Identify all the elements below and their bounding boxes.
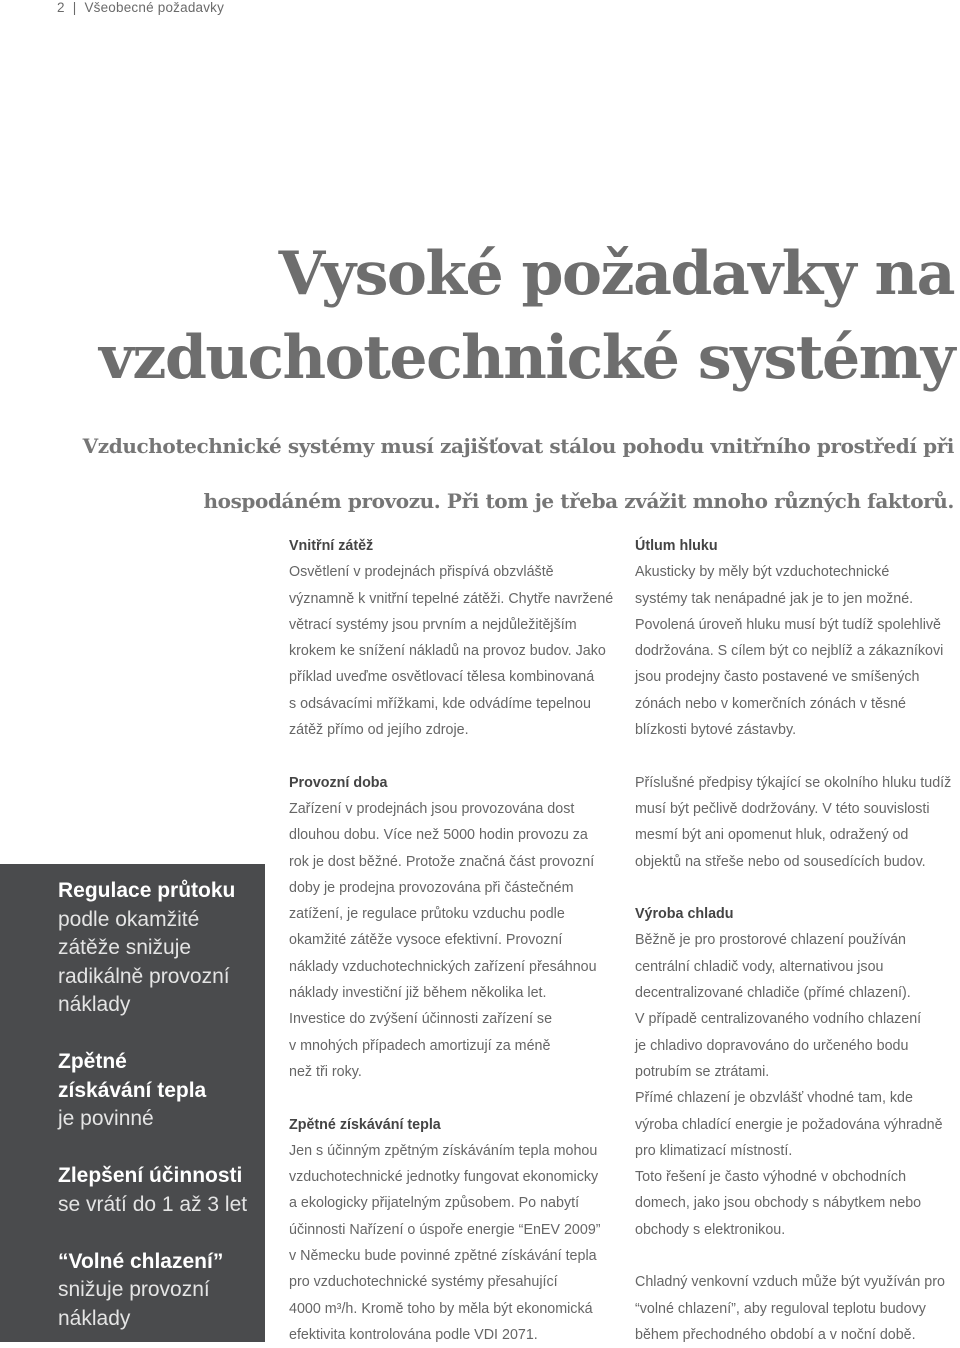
- paragraph-line: obchody s elektronikou.: [635, 1221, 786, 1238]
- paragraph-line: je chladivo dopravováno do určeného bodu: [635, 1037, 909, 1054]
- paragraph-line: účinnosti Nařízení o úspoře energie “EnEV 2009”: [289, 1221, 601, 1238]
- sidebar-line: radikálně provozní: [58, 964, 230, 988]
- paragraph-line: Běžně je pro prostorové chlazení používán: [635, 932, 907, 949]
- column-left: [289, 533, 613, 1348]
- paragraph-line: Osvětlení v prodejnách přispívá obzvláště: [289, 564, 554, 581]
- paragraph-line: náklady investiční již během několika let.: [289, 985, 547, 1002]
- paragraph-line: krokem ke snížení nákladů na provoz budov. Jako: [289, 643, 606, 660]
- section-heading-operating-time: Provozní doba: [289, 774, 388, 791]
- paragraph-line: systémy tak nenápadné jak je to jen možné.: [635, 590, 914, 607]
- paragraph-line: decentralizované chladiče (přímé chlazení).: [635, 985, 911, 1002]
- paragraph-line: Akusticky by měly být vzduchotechnické: [635, 564, 890, 581]
- paragraph-line: okamžité zátěže vysoce efektivní. Provozní: [289, 932, 563, 949]
- paragraph-line: mesmí být ani opomenut hluk, odražený od: [635, 827, 909, 844]
- page-header: [57, 0, 224, 15]
- section-name: Všeobecné požadavky: [84, 0, 225, 15]
- paragraph-line: než tři roky.: [289, 1063, 362, 1080]
- paragraph-line: vzduchotechnické jednotky fungovat ekonomicky: [289, 1169, 599, 1186]
- paragraph-line: Povolená úroveň hluku musí být tudíž spolehlivě: [635, 616, 941, 633]
- paragraph-line: 4000 m³/h. Kromě toho by měla být ekonomická: [289, 1300, 593, 1317]
- section-heading-heat-recovery: Zpětné získávání tepla: [289, 1116, 441, 1133]
- paragraph-line: jsou prodejny často postavené ve smíšených: [635, 669, 920, 686]
- sidebar-line: je povinné: [58, 1107, 154, 1130]
- sidebar-highlight-heat-recovery: získávání tepla: [58, 1078, 207, 1102]
- paragraph-line: výroba chladící energie je požadována výhradně: [635, 1116, 943, 1133]
- paragraph-line: zátěž přímo od jejího zdroje.: [289, 722, 469, 739]
- paragraph-line: pro vzduchotechnické systémy přesahující: [289, 1274, 558, 1291]
- paragraph-line: V případě centralizovaného vodního chlazení: [635, 1011, 922, 1028]
- paragraph-line: Investice do zvýšení účinnosti zařízení se: [289, 1011, 553, 1028]
- paragraph-line: Přímé chlazení je obzvlášť vhodné tam, kde: [635, 1090, 913, 1107]
- section-heading-noise-attenuation: Útlum hluku: [635, 538, 718, 554]
- paragraph-line: a ekologicky přijatelným způsobem. Po nabytí: [289, 1195, 580, 1212]
- paragraph-line: potrubím se ztrátami.: [635, 1063, 770, 1080]
- paragraph-line: Jen s účinným zpětným získáváním tepla mohou: [289, 1142, 598, 1159]
- section-heading-internal-load: Vnitřní zátěž: [289, 538, 374, 554]
- sidebar-line: zátěže snižuje: [58, 936, 192, 959]
- paragraph-line: domech, jako jsou obchody s nábytkem nebo: [635, 1195, 922, 1212]
- paragraph-line: efektivita kontrolována podle VDI 2071.: [289, 1326, 538, 1343]
- paragraph-line: pro klimatizací místností.: [635, 1142, 793, 1159]
- paragraph-line: Toto řešení je často výhodné v obchodních: [635, 1169, 907, 1186]
- paragraph-line: náklady vzduchotechnických zařízení přesáhnou: [289, 958, 597, 975]
- paragraph-line: zatížení, je regulace průtoku vzduchu podle: [289, 906, 565, 923]
- paragraph-line: s odsávacími mřížkami, kde odvádíme tepelnou: [289, 695, 591, 712]
- sidebar-highlight-heat-recovery: Zpětné: [58, 1050, 127, 1073]
- page-subtitle: [74, 419, 954, 529]
- paragraph-line: během přechodného období a v noční době.: [635, 1326, 916, 1343]
- sidebar-line: snižuje provozní: [58, 1278, 210, 1301]
- subtitle-line-2: hospodáném provozu. Při tom je třeba zvážit mnoho různých faktorů.: [203, 489, 954, 513]
- paragraph-line: musí být pečlivě dodržovány. V této souvislosti: [635, 800, 930, 817]
- sidebar-highlight-flow-control: Regulace průtoku: [58, 879, 236, 902]
- header-separator: |: [72, 0, 77, 15]
- paragraph-line: Zařízení v prodejnách jsou provozována dost: [289, 800, 575, 817]
- paragraph-line: v mnohých případech amortizují za méně: [289, 1037, 551, 1054]
- page-title: [54, 232, 954, 400]
- sidebar-line: náklady: [58, 993, 131, 1016]
- highlight-sidebar: [0, 864, 265, 1342]
- sidebar-line: se vrátí do 1 až 3 let: [58, 1192, 248, 1216]
- paragraph-line: “volné chlazení”, aby reguloval teplotu budovy: [635, 1300, 926, 1317]
- sidebar-highlight-free-cooling: “Volné chlazení”: [58, 1249, 224, 1273]
- paragraph-line: blízkosti bytové zástavby.: [635, 722, 797, 739]
- paragraph-line: zónách nebo v komerčních zónách v těsné: [635, 695, 907, 712]
- paragraph-line: větrací systémy jsou prvním a nejdůležitějším: [289, 616, 577, 633]
- sidebar-line: podle okamžité: [58, 907, 200, 931]
- paragraph-line: Chladný venkovní vzduch může být využíván pro: [635, 1274, 945, 1291]
- subtitle-line-1: Vzduchotechnické systémy musí zajišťovat stálou pohodu vnitřního prostředí při: [82, 434, 954, 458]
- paragraph-line: objektů na střeše nebo od sousedících budov.: [635, 853, 926, 870]
- column-right: [635, 533, 951, 1348]
- paragraph-line: dodržována. S cílem být co nejblíž a zákazníkovi: [635, 643, 944, 660]
- sidebar-line: náklady: [58, 1306, 131, 1330]
- paragraph-line: v Německu bude povinné zpětné získávání tepla: [289, 1248, 597, 1265]
- paragraph-line: významně k vnitřní tepelné zátěži. Chytře navržené: [289, 590, 614, 607]
- paragraph-line: příklad uveďme osvětlovací tělesa kombinovaná: [289, 669, 595, 686]
- paragraph-line: rok je dost běžné. Protože značná část provozní: [289, 853, 595, 870]
- paragraph-line: Příslušné předpisy týkající se okolního hluku tudíž: [635, 774, 952, 791]
- title-line-1: Vysoké požadavky na: [278, 239, 954, 309]
- page-number: 2: [57, 0, 65, 15]
- paragraph-line: centrální chladič vody, alternativou jsou: [635, 958, 884, 975]
- title-line-2: vzduchotechnické systémy: [99, 323, 954, 393]
- sidebar-highlight-efficiency: Zlepšení účinnosti: [58, 1164, 243, 1187]
- paragraph-line: doby je prodejna provozována při částečném: [289, 879, 574, 896]
- section-heading-cooling-production: Výroba chladu: [635, 906, 734, 923]
- paragraph-line: dlouhou dobu. Více než 5000 hodin provozu za: [289, 827, 588, 844]
